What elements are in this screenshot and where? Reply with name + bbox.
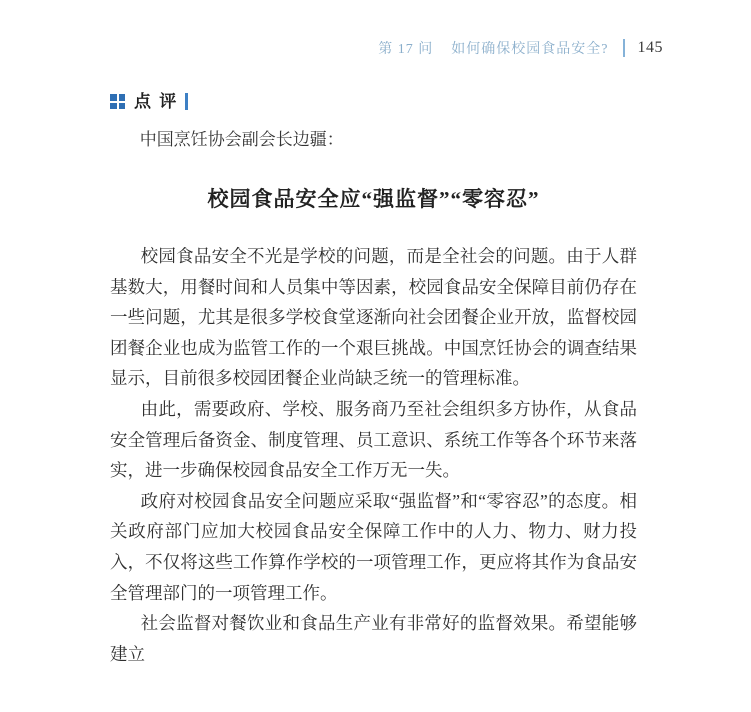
article-body xyxy=(110,241,637,669)
body-paragraph: 由此，需要政府、学校、服务商乃至社会组织多方协作，从食品安全管理后备资金、制度管理、员工意识、系统工作等各个环节来落实，进一步确保校园食品安全工作万无一失。 xyxy=(110,398,637,481)
page-number: 145 xyxy=(637,39,663,56)
grid-squares-icon xyxy=(110,94,125,109)
comment-section-heading xyxy=(110,93,188,110)
body-paragraph: 社会监督对餐饮业和食品生产业有非常好的监督效果。希望能够建立 xyxy=(110,613,637,664)
header-divider xyxy=(623,39,625,57)
running-head xyxy=(0,38,751,58)
chapter-title-label: 如何确保校园食品安全? xyxy=(451,42,609,57)
heading-accent-bar xyxy=(185,93,188,110)
section-heading-label: 点 评 xyxy=(134,92,179,111)
article-title: 校园食品安全应“强监督”“零容忍” xyxy=(207,187,540,211)
body-paragraph: 校园食品安全不光是学校的问题，而是全社会的问题。由于人群基数大，用餐时间和人员集中等因素，校园食品安全保障目前仍存在一些问题，尤其是很多学校食堂逐渐向社会团餐企业开放，监督校园团餐企业也成为监管工作的一个艰巨挑战。中国烹饪协会的调查结果显示，目前很多校园团餐企业尚缺乏统一的管理标准。 xyxy=(110,246,637,389)
commentator-byline: 中国烹饪协会副会长边疆： xyxy=(139,130,344,149)
chapter-number-label: 第 17 问 xyxy=(378,42,434,57)
body-paragraph: 政府对校园食品安全问题应采取“强监督”和“零容忍”的态度。相关政府部门应加大校园食品安全保障工作中的人力、物力、财力投入，不仅将这些工作算作学校的一项管理工作，更应将其作为食品安全管理部门的一项管理工作。 xyxy=(110,490,637,603)
